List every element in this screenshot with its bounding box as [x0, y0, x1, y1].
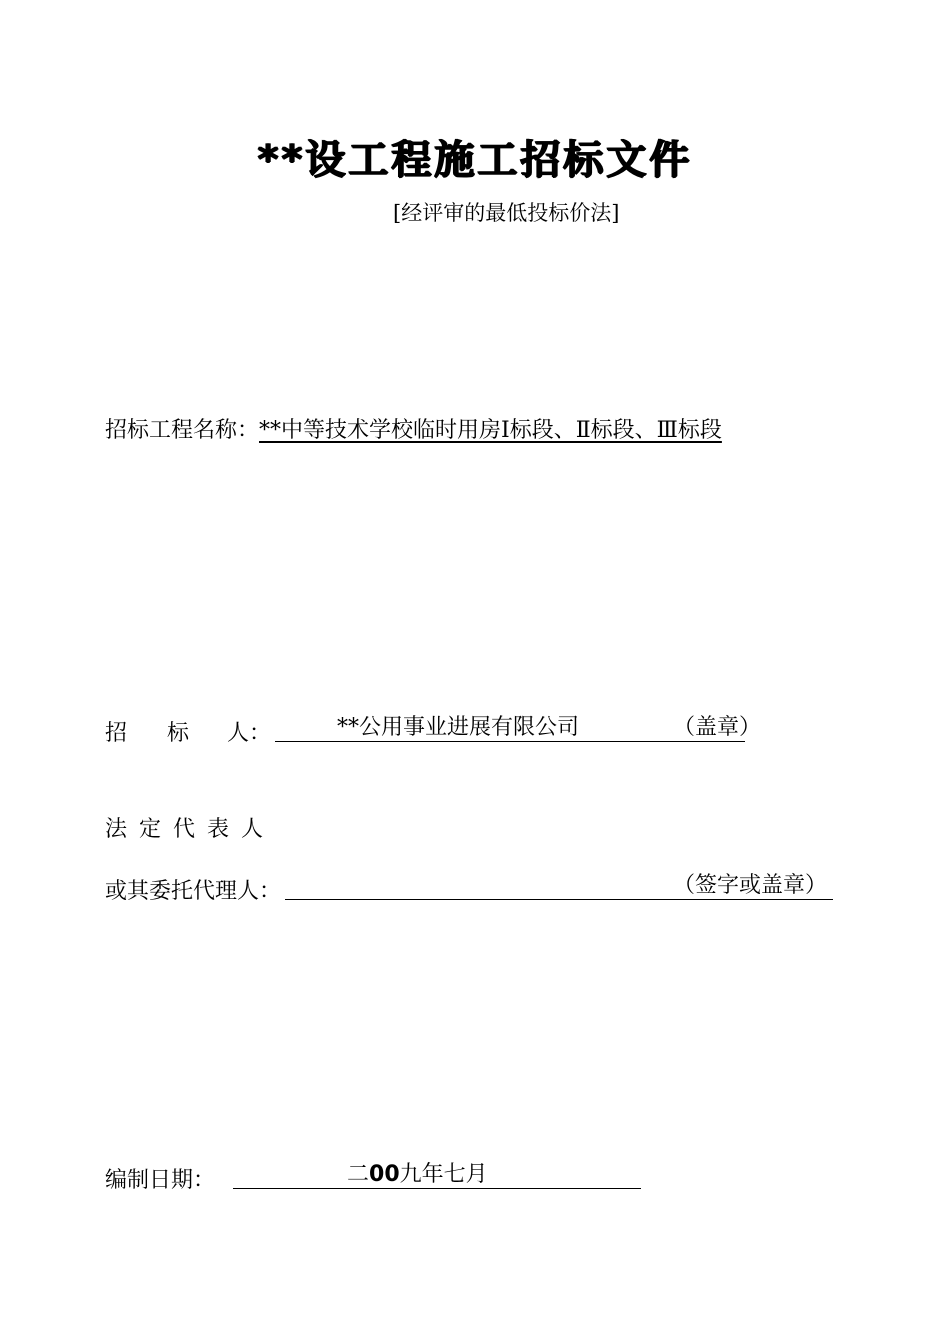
date-value — [347, 1157, 488, 1188]
agent-signature-field — [285, 872, 833, 900]
bidder-row — [105, 712, 762, 747]
bidder-stamp: （盖章） — [673, 715, 762, 740]
date-prefix: 二 — [347, 1162, 370, 1187]
project-label: 招标工程名称： — [105, 418, 260, 443]
legal-representative-label: 法定代表人 — [105, 817, 276, 842]
bidder-label — [105, 721, 271, 746]
agent-label: 或其委托代理人： — [105, 879, 282, 904]
bidder-name: **公用事业进展有限公司 — [337, 715, 580, 740]
date-field — [233, 1160, 641, 1189]
date-label: 编制日期： — [105, 1168, 216, 1193]
bidder-label-char-3: 人： — [227, 721, 272, 746]
document-title: **设工程施工招标文件 — [257, 137, 693, 183]
bidder-label-char-2: 标 — [167, 721, 190, 746]
project-name-value: **中等技术学校临时用房Ⅰ标段、Ⅱ标段、Ⅲ标段 — [259, 418, 722, 443]
bidder-field — [275, 714, 762, 742]
agent-sign-note: （签字或盖章） — [673, 873, 828, 898]
bidder-label-char-1: 招 — [105, 721, 128, 746]
document-subtitle: [经评审的最低投标价法] — [393, 201, 620, 225]
date-row — [105, 1158, 641, 1194]
date-suffix: 九年七月 — [399, 1162, 488, 1187]
date-digits: 00 — [369, 1162, 400, 1187]
agent-row — [105, 870, 833, 905]
project-name-row — [105, 413, 722, 444]
